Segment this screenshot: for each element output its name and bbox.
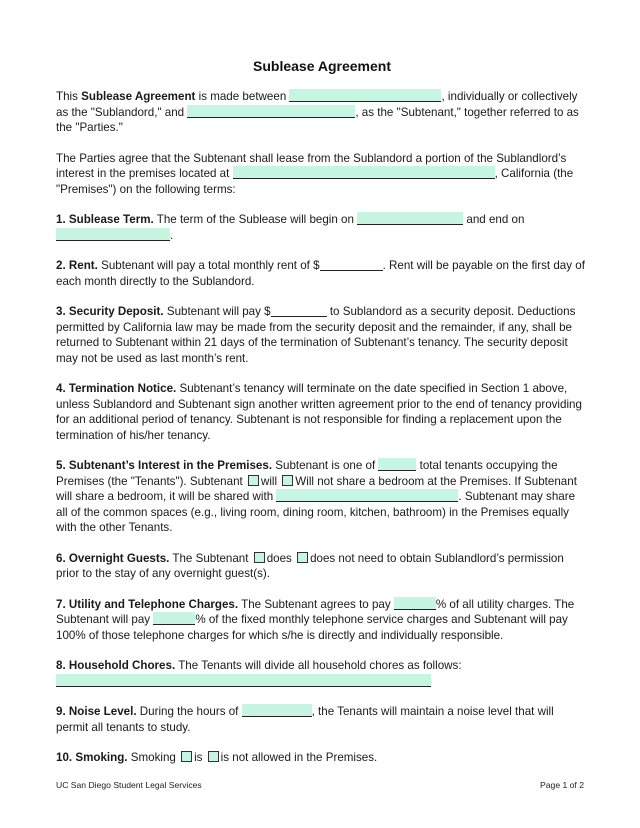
section-5-heading: 5. Subtenant’s Interest in the Premises. bbox=[56, 459, 273, 472]
subtenant-name-field[interactable] bbox=[187, 105, 355, 118]
chores-field[interactable] bbox=[56, 674, 431, 687]
page-footer bbox=[56, 780, 584, 790]
section-6-heading: 6. Overnight Guests. bbox=[56, 551, 170, 565]
section-6-overnight-guests: 6. Overnight Guests. The Subtenant does does not need to obtain Sublandlord’s permission prior to the stay of any overnight guest(s). bbox=[56, 551, 564, 580]
premises-address-field[interactable] bbox=[233, 166, 495, 179]
will-not-share-checkbox[interactable] bbox=[282, 475, 293, 486]
section-2-rent: 2. Rent. Subtenant will pay a total monthly rent of $ . Rent will be payable on the first day of each month directly to the Sublandord. bbox=[56, 259, 585, 288]
section-2-heading: 2. Rent. bbox=[56, 259, 98, 272]
section-9-heading: 9. Noise Level. bbox=[56, 705, 137, 718]
section-3-heading: 3. Security Deposit. bbox=[56, 305, 164, 318]
smoking-not-allowed-checkbox[interactable] bbox=[208, 751, 219, 762]
smoking-allowed-checkbox[interactable] bbox=[181, 751, 192, 762]
sublandlord-name-field[interactable] bbox=[289, 89, 441, 102]
utility-percent-field[interactable] bbox=[394, 597, 436, 610]
intro-paragraph: This Sublease Agreement is made between , individually or collectively as the "Sublandord," and , as the "Subtenant," together referred to as the "Parties." bbox=[56, 90, 579, 134]
section-8-household-chores: 8. Household Chores. The Tenants will divide all household chores as follows: bbox=[56, 658, 588, 689]
section-8-heading: 8. Household Chores. bbox=[56, 659, 176, 672]
quiet-hours-field[interactable] bbox=[242, 704, 312, 717]
does-not-checkbox[interactable] bbox=[297, 552, 308, 563]
shared-with-field[interactable] bbox=[276, 489, 458, 502]
will-share-checkbox[interactable] bbox=[248, 475, 259, 486]
section-7-utility-charges: 7. Utility and Telephone Charges. The Subtenant agrees to pay % of all utility charges. The Subtenant will pay % of the fixed monthly telephone service charges and Subtenant will pay 100% of those telephone charges for which s/he is directly and individually responsible. bbox=[56, 597, 575, 642]
document-title: Sublease Agreement bbox=[253, 58, 391, 74]
agreement-term: Sublease Agreement bbox=[81, 90, 196, 103]
start-date-field[interactable] bbox=[357, 212, 463, 225]
end-date-field[interactable] bbox=[56, 228, 170, 241]
section-10-smoking: 10. Smoking. Smoking is is not allowed in the Premises. bbox=[56, 751, 378, 764]
parties-paragraph: The Parties agree that the Subtenant shall lease from the Sublandord a portion of the Sublandlord’s interest in the premises located at , California (the "Premises") on the following terms: bbox=[56, 151, 574, 196]
section-1-heading: 1. Sublease Term. bbox=[56, 213, 154, 226]
section-7-heading: 7. Utility and Telephone Charges. bbox=[56, 597, 239, 611]
section-9-noise-level: 9. Noise Level. During the hours of , the Tenants will maintain a noise level that will permit all tenants to study. bbox=[56, 705, 554, 734]
section-4-heading: 4. Termination Notice. bbox=[56, 382, 177, 395]
telephone-percent-field[interactable] bbox=[153, 612, 195, 625]
footer-organization: UC San Diego Student Legal Services bbox=[56, 780, 202, 790]
total-tenants-field[interactable] bbox=[378, 458, 416, 471]
document-page bbox=[56, 58, 588, 781]
page-number: Page 1 of 2 bbox=[540, 780, 584, 790]
section-1-sublease-term: 1. Sublease Term. The term of the Sublease will begin on and end on . bbox=[56, 213, 525, 242]
security-deposit-field[interactable] bbox=[271, 304, 327, 317]
section-4-termination-notice: 4. Termination Notice. Subtenant’s tenancy will terminate on the date specified in Section 1 above, unless Sublandord and Subtenant sign another written agreement prior to the end of tenancy providing for an additional period of tenancy. Subtenant is not responsible for finding a replacement upon the termination of his/her tenancy. bbox=[56, 382, 582, 442]
section-10-heading: 10. Smoking. bbox=[56, 751, 128, 764]
does-checkbox[interactable] bbox=[254, 552, 265, 563]
section-5-subtenant-interest: 5. Subtenant’s Interest in the Premises. Subtenant is one of total tenants occupying the Premises (the "Tenants"). Subtenant will Will not share a bedroom at the Premises. If Subtenant will share a bedroom, it will be shared with . Subtenant may share all of the common spaces (e.g., living room, dining room, kitchen, bathroom) in the Premises equally with the other Tenants. bbox=[56, 459, 577, 534]
monthly-rent-field[interactable] bbox=[320, 258, 383, 271]
section-3-security-deposit: 3. Security Deposit. Subtenant will pay $ to Sublandord as a security deposit. Deductions permitted by California law may be made from the security deposit and the remainder, if any, shall be returned to Subtenant within 21 days of the termination of Subtenant’s tenancy. The security deposit may not be used as last month’s rent. bbox=[56, 305, 576, 365]
